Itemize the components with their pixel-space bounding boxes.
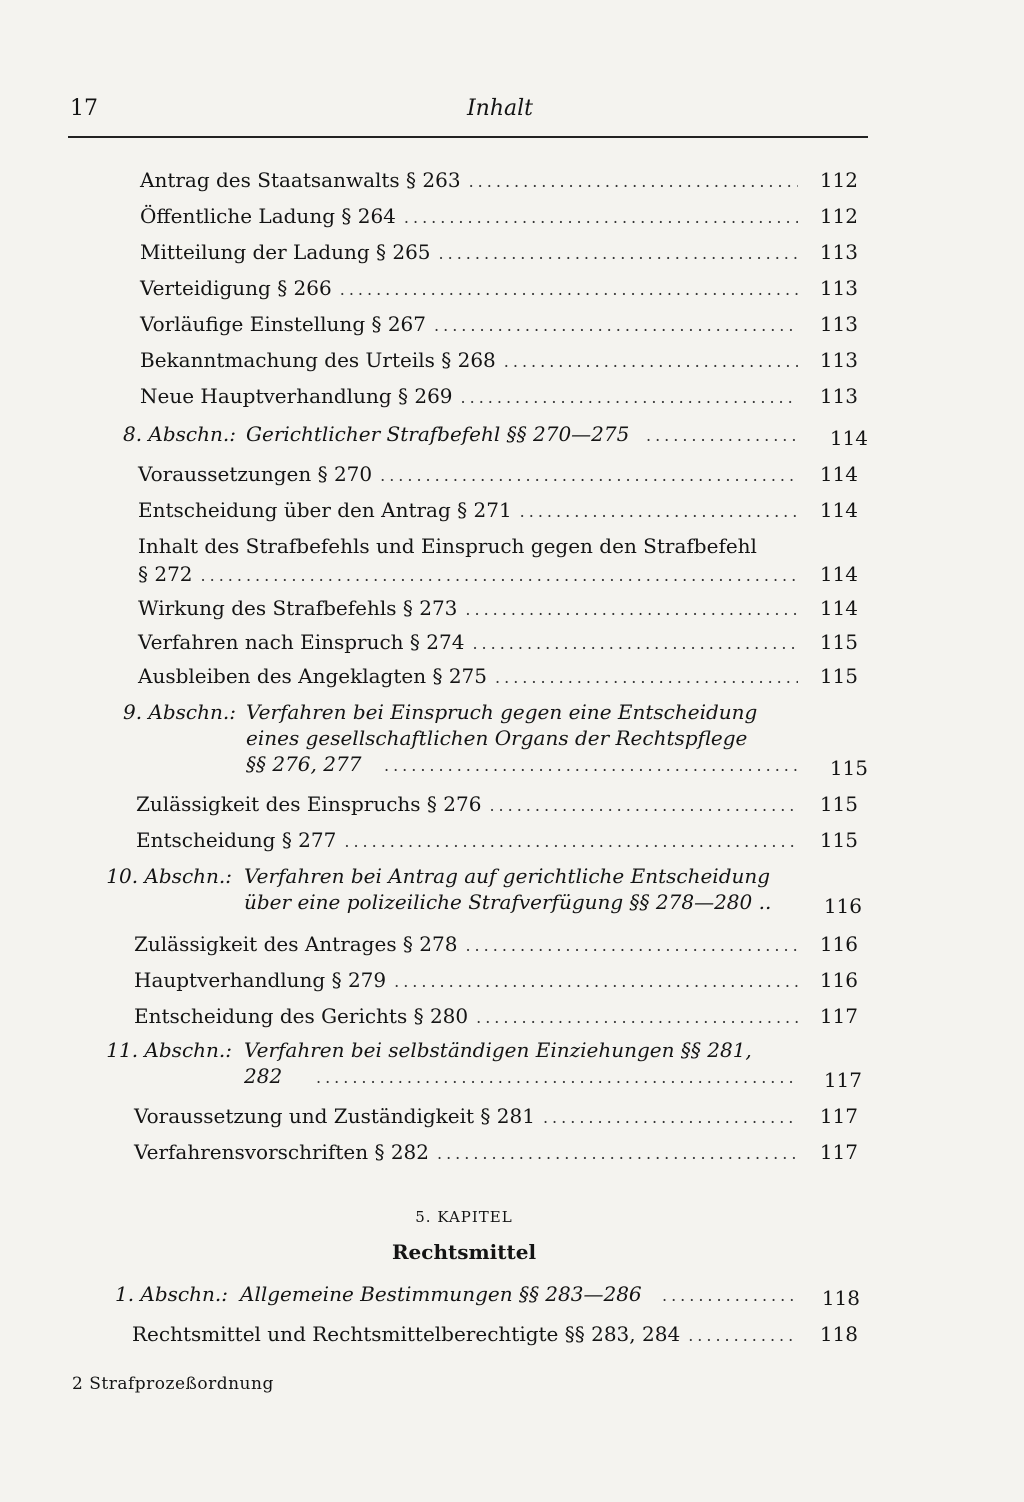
footer-signature: 2 Strafprozeßordnung xyxy=(72,1374,274,1394)
toc-page: 113 xyxy=(819,384,858,408)
document-page: 17 Inhalt Antrag des Staatsanwalts § 263 ..... 112 Öffentliche Ladung § 264 ..... 112 Mitteilung der Ladung § 265 ..... 113 Verteidigung § 266 ..... 113 Vorläufige Einstellung § 267 ..... 113 Bekanntmachung des Urteils § 268 ..... 113 Neue Hauptverhandlung § 269 ..... 113 8. Abschn.: Gerichtlicher Strafbefehl §§ 270—275 ..... 114 Voraussetzungen § 270 ..... 114 Entscheidung über den Antrag § 271 ..... 114 Inhalt des Strafbefehls und Einspruch gegen den Strafbefehl § 272 ..... 114 Wirkung des Strafbefehls § 273 ..... 114 Verfahren nach Einspruch § 274 ..... 115 Ausbleiben des Angeklagten § 275 ..... 115 9. Abschn.: Verfahren bei Einspruch gegen eine Entscheidung eines gesellschaftlichen Organs der Rechtspflege §§ 276, 277 ..... 115 Zulässigkeit des Einspruchs § 276 ..... 115 Entscheidung § 277 ..... 115 10. Abschn.: Verfahren bei Antrag auf gerichtliche Entscheidung über eine polizeiliche Strafverfügung §§ 278—280 .. 116 Zulässigkeit des Antrages § 278 ..... 116 Hauptverhandlung § 279 ..... 116 Entscheidung des Gerichts § 280 ..... 117 11. Abschn.: Verfahren bei selbständigen Einziehungen §§ 281, 282 ..... 117 Voraussetzung und Zuständigkeit § 281 ..... 117 Verfahrensvorschriften § 282 ..... 117 5. KAPITEL Rechtsmittel 1. Abschn.: Allgemeine Bestimmungen §§ 283—286 ..... 118 Rechtsmittel und Rechtsmittelberechtigte §§ 283, 284 ..... 118 2 Strafprozeßordnung xyxy=(0,0,1024,1502)
toc-page: 114 xyxy=(829,426,868,450)
toc-entry: Verteidigung § 266 ..... 113 xyxy=(140,270,798,300)
toc-entry: Voraussetzungen § 270 ..... 114 xyxy=(138,456,798,486)
toc-page: 112 xyxy=(819,204,858,228)
toc-entry: Inhalt des Strafbefehls und Einspruch gegen den Strafbefehl xyxy=(138,534,757,558)
toc-page: 115 xyxy=(819,630,858,654)
toc-page: 115 xyxy=(819,664,858,688)
toc-page: 113 xyxy=(819,240,858,264)
toc-page: 118 xyxy=(819,1322,858,1346)
toc-page: 117 xyxy=(819,1004,858,1028)
toc-entry: Entscheidung des Gerichts § 280 ..... 117 xyxy=(134,998,798,1028)
toc-entry: Zulässigkeit des Antrages § 278 ..... 116 xyxy=(134,926,798,956)
toc-page: 113 xyxy=(819,312,858,336)
toc-page: 116 xyxy=(819,932,858,956)
toc-entry: Wirkung des Strafbefehls § 273 ..... 114 xyxy=(138,590,798,620)
toc-entry: Voraussetzung und Zuständigkeit § 281 ..... 117 xyxy=(134,1098,798,1128)
toc-page: 117 xyxy=(819,1104,858,1128)
page-title: Inhalt xyxy=(466,96,534,121)
toc-entry: Vorläufige Einstellung § 267 ..... 113 xyxy=(140,306,798,336)
toc-page: 113 xyxy=(819,276,858,300)
toc-page: 116 xyxy=(819,968,858,992)
toc-entry: § 272 ..... 114 xyxy=(138,556,798,586)
page-number: 17 xyxy=(70,96,98,121)
toc-entry: Entscheidung über den Antrag § 271 ..... 114 xyxy=(138,492,798,522)
chapter-title: Rechtsmittel xyxy=(391,1240,537,1264)
toc-page: 114 xyxy=(819,562,858,586)
toc-entry: Neue Hauptverhandlung § 269 ..... 113 xyxy=(140,378,798,408)
toc-page: 116 xyxy=(823,894,862,918)
toc-page: 114 xyxy=(819,596,858,620)
toc-page: 112 xyxy=(819,168,858,192)
toc-page: 115 xyxy=(829,756,868,780)
toc-page: 117 xyxy=(819,1140,858,1164)
toc-entry: Zulässigkeit des Einspruchs § 276 ..... 115 xyxy=(136,786,798,816)
toc-entry: Bekanntmachung des Urteils § 268 ..... 113 xyxy=(140,342,798,372)
toc-entry: Mitteilung der Ladung § 265 ..... 113 xyxy=(140,234,798,264)
toc-page: 113 xyxy=(819,348,858,372)
toc-page: 118 xyxy=(821,1286,860,1310)
toc-page: 117 xyxy=(823,1068,862,1092)
toc-page: 115 xyxy=(819,792,858,816)
toc-entry: Rechtsmittel und Rechtsmittelberechtigte §§ 283, 284 ..... 118 xyxy=(132,1316,798,1346)
toc-page: 114 xyxy=(819,498,858,522)
header-rule xyxy=(68,136,868,138)
toc-entry: Antrag des Staatsanwalts § 263 ..... 112 xyxy=(140,162,798,192)
toc-page: 115 xyxy=(819,828,858,852)
toc-entry: Verfahren nach Einspruch § 274 ..... 115 xyxy=(138,624,798,654)
toc-entry: Öffentliche Ladung § 264 ..... 112 xyxy=(140,198,798,228)
toc-entry: Hauptverhandlung § 279 ..... 116 xyxy=(134,962,798,992)
toc-entry: Entscheidung § 277 ..... 115 xyxy=(136,822,798,852)
toc-entry: Verfahrensvorschriften § 282 ..... 117 xyxy=(134,1134,798,1164)
toc-page: 114 xyxy=(819,462,858,486)
toc-entry: Ausbleiben des Angeklagten § 275 ..... 115 xyxy=(138,658,798,688)
chapter-number: 5. KAPITEL xyxy=(415,1208,513,1226)
